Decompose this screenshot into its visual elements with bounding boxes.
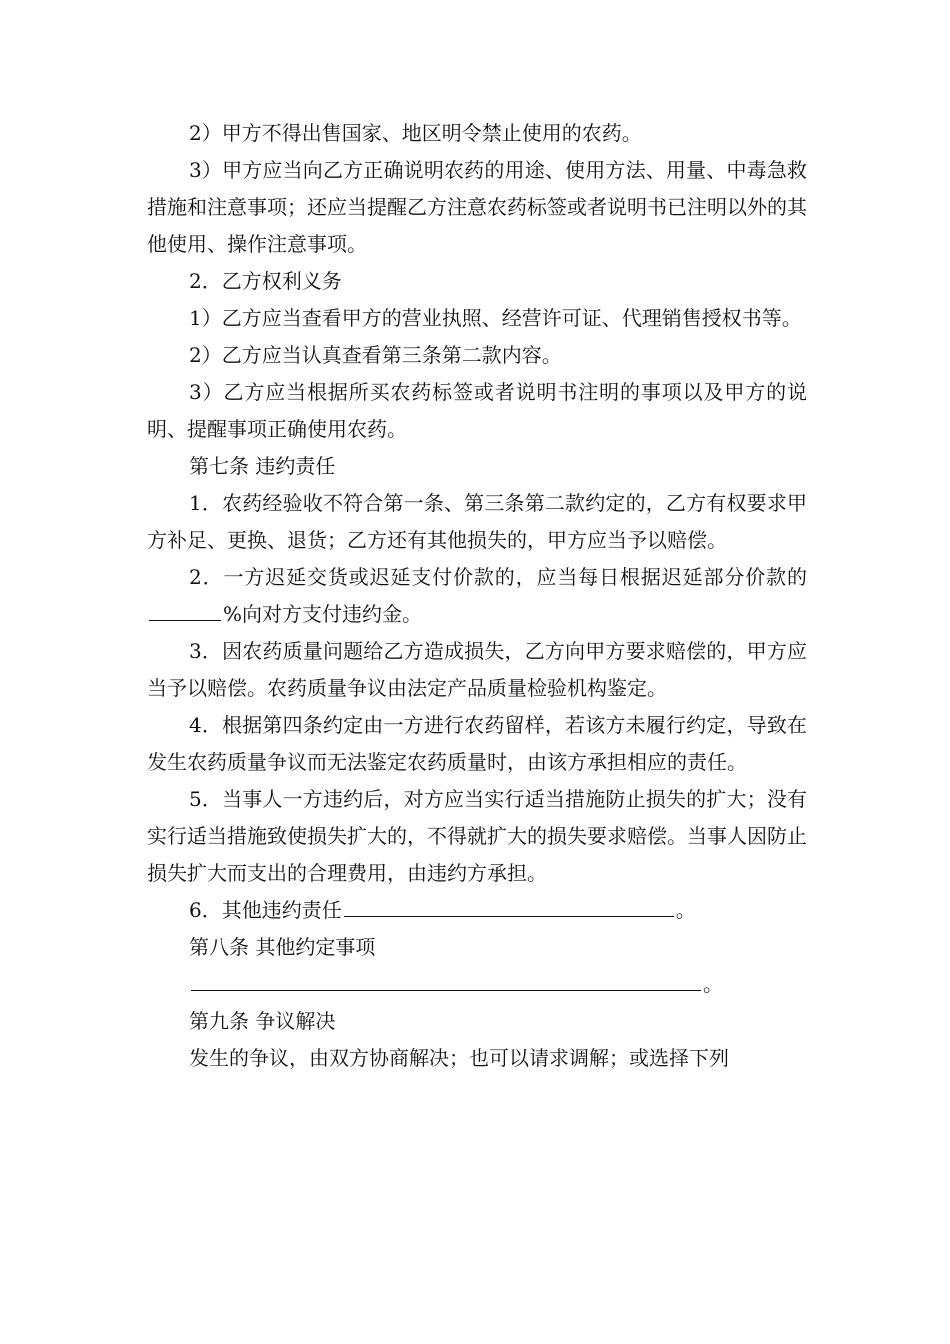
clause-paragraph: 1．农药经验收不符合第一条、第三条第二款约定的，乙方有权要求甲方补足、更换、退货；乙方还有其他损失的，甲方应当予以赔偿。 — [147, 491, 807, 552]
blank-fill-line[interactable] — [149, 602, 221, 621]
clause-paragraph: 2）乙方应当认真查看第三条第二款内容。 — [189, 343, 562, 367]
clause-paragraph: 3）乙方应当根据所买农药标签或者说明书注明的事项以及甲方的说明、提醒事项正确使用农药。 — [147, 380, 807, 441]
blank-fill-line[interactable] — [191, 972, 701, 991]
section-heading: 2．乙方权利义务 — [189, 269, 342, 293]
document-body — [147, 115, 807, 1077]
clause-text: 。 — [675, 898, 696, 922]
blank-line-paragraph — [147, 966, 807, 1003]
clause-paragraph: 1）乙方应当查看甲方的营业执照、经营许可证、代理销售授权书等。 — [189, 306, 802, 330]
clause-paragraph: 3．因农药质量问题给乙方造成损失，乙方向甲方要求赔偿的，甲方应当予以赔偿。农药质量争议由法定产品质量检验机构鉴定。 — [147, 639, 807, 700]
clause-paragraph: 5．当事人一方违约后，对方应当实行适当措施防止损失的扩大；没有实行适当措施致使损失扩大的，不得就扩大的损失要求赔偿。当事人因防止损失扩大而支出的合理费用，由违约方承担。 — [147, 787, 807, 885]
clause-paragraph: 2）甲方不得出售国家、地区明令禁止使用的农药。 — [189, 121, 642, 145]
clause-paragraph — [147, 559, 807, 633]
article-heading: 第八条 其他约定事项 — [189, 935, 376, 959]
clause-paragraph — [147, 892, 807, 929]
article-heading: 第七条 违约责任 — [189, 454, 336, 478]
clause-text: %向对方支付违约金。 — [223, 602, 423, 626]
clause-paragraph: 发生的争议，由双方协商解决；也可以请求调解；或选择下列 — [189, 1046, 729, 1070]
clause-text: 2．一方迟延交货或迟延支付价款的，应当每日根据迟延部分价款的 — [189, 565, 807, 589]
article-heading: 第九条 争议解决 — [189, 1009, 336, 1033]
clause-paragraph: 4．根据第四条约定由一方进行农药留样，若该方未履行约定，导致在发生农药质量争议而无法鉴定农药质量时，由该方承担相应的责任。 — [147, 713, 807, 774]
blank-fill-line[interactable] — [344, 898, 674, 917]
clause-text: 。 — [703, 972, 723, 996]
clause-paragraph: 3）甲方应当向乙方正确说明农药的用途、使用方法、用量、中毒急救措施和注意事项；还应当提醒乙方注意农药标签或者说明书已注明以外的其他使用、操作注意事项。 — [147, 158, 807, 256]
clause-text: 6．其他违约责任 — [189, 898, 342, 922]
